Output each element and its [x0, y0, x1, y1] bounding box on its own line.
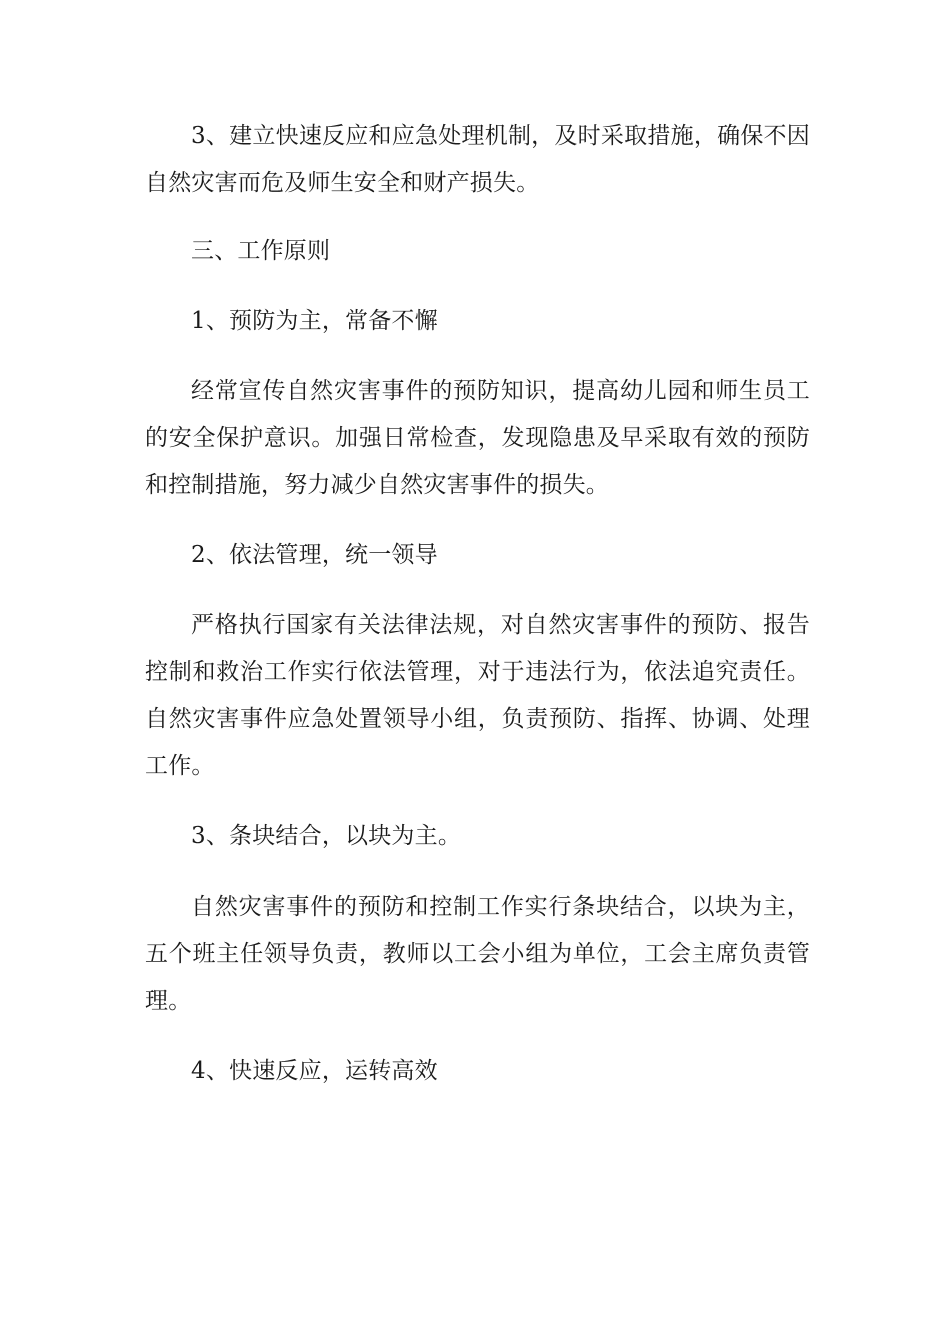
section-heading-work-principles: 三、工作原则	[191, 238, 331, 264]
principle-heading-lawful-management: 2、依法管理，统一领导	[191, 542, 438, 568]
principle-heading-coordination: 3、条块结合，以块为主。	[191, 823, 462, 849]
paragraph-lawful-management-detail: 严格执行国家有关法律法规，对自然灾害事件的预防、报告控制和救治工作实行依法管理，对于违法行为，依法追究责任。自然灾害事件应急处置领导小组，负责预防、指挥、协调、处理工作。	[145, 612, 810, 779]
paragraph-emergency-mechanism: 3、建立快速反应和应急处理机制，及时采取措施，确保不因自然灾害而危及师生安全和财产损失。	[145, 123, 810, 196]
principle-heading-prevention: 1、预防为主，常备不懈	[191, 308, 438, 334]
principle-heading-rapid-response: 4、快速反应，运转高效	[191, 1058, 438, 1084]
paragraph-prevention-detail: 经常宣传自然灾害事件的预防知识，提高幼儿园和师生员工的安全保护意识。加强日常检查，发现隐患及早采取有效的预防和控制措施，努力减少自然灾害事件的损失。	[145, 378, 810, 498]
paragraph-coordination-detail: 自然灾害事件的预防和控制工作实行条块结合，以块为主，五个班主任领导负责，教师以工会小组为单位，工会主席负责管理。	[145, 894, 810, 1014]
